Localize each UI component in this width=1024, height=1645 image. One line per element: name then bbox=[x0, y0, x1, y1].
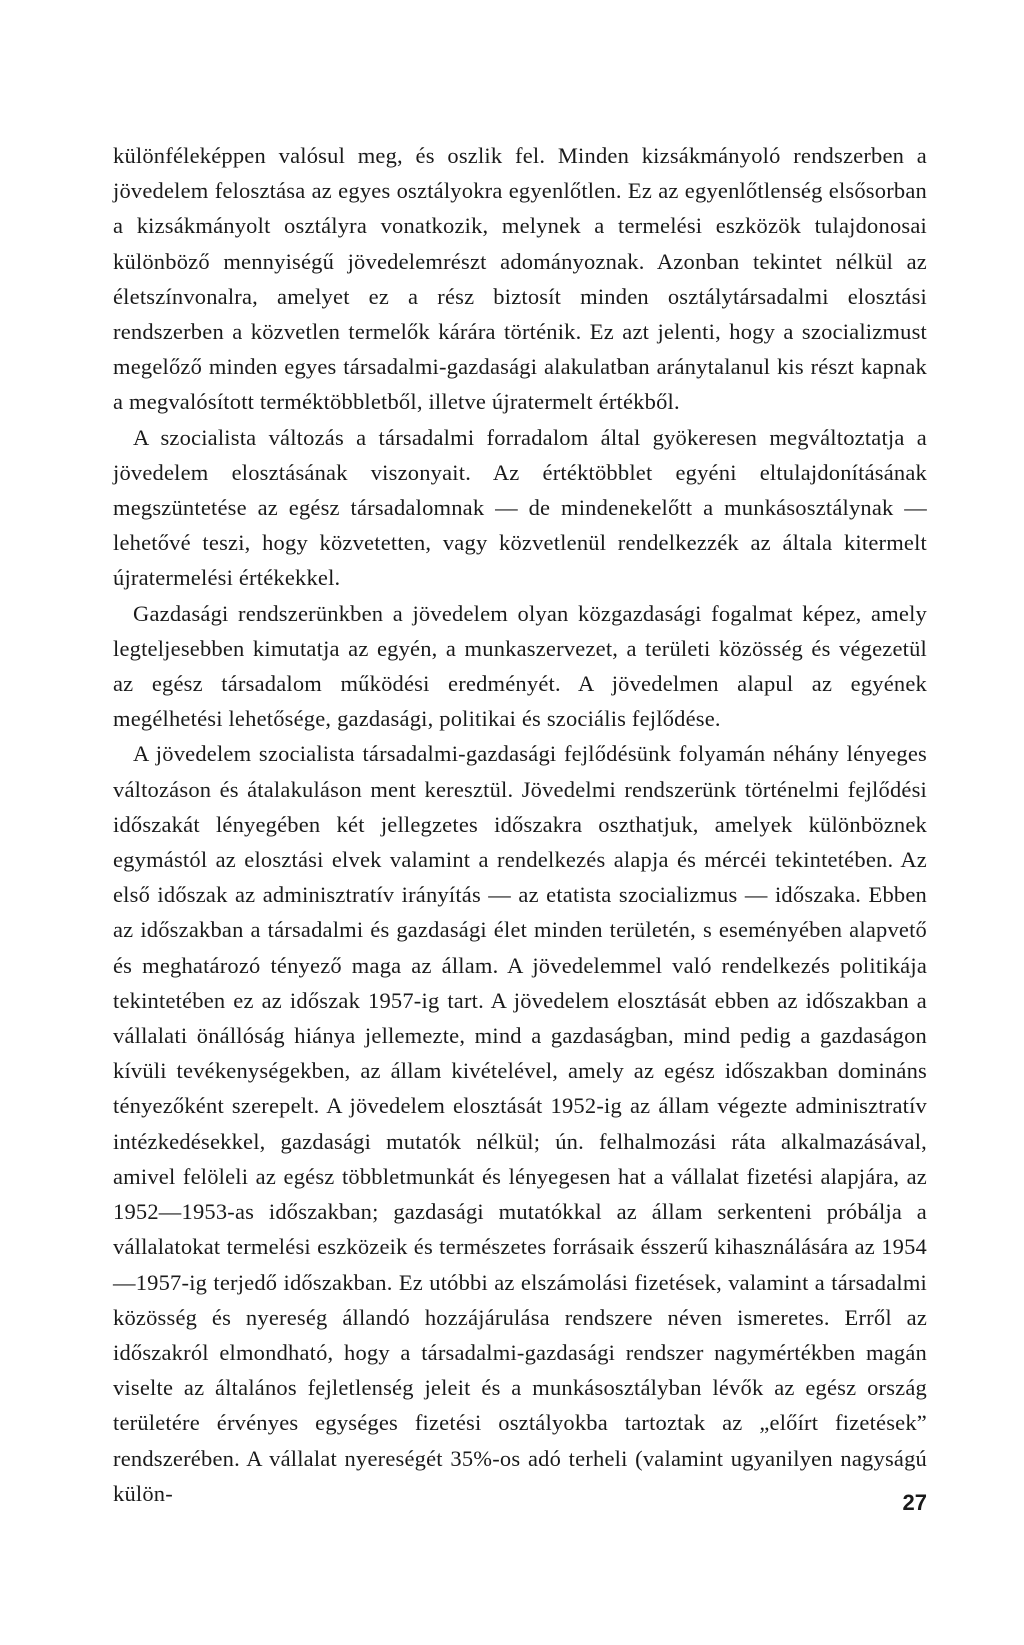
paragraph-3: Gazdasági rendszerünkben a jövedelem olyan közgazdasági fogalmat képez, amely legteljesebben kimutatja az egyén, a munkaszervezet, a területi közösség és végezetül az egész társadalom működési eredményét. A jövedelmen alapul az egyének megélhetési lehetősége, gazdasági, politikai és szociális fejlődése. bbox=[113, 600, 927, 732]
paragraph-2: A szocialista változás a társadalmi forradalom által gyökeresen megváltoztatja a jövedelem elosztásának viszonyait. Az értéktöbblet egyéni eltulajdonításának megszüntetése az egész társadalomnak — de mindenekelőtt a munkásosztálynak — lehetővé teszi, hogy közvetetten, vagy közvetlenül rendelkezzék az általa kitermelt újratermelési értékekkel. bbox=[113, 424, 927, 591]
paragraph-4: A jövedelem szocialista társadalmi-gazdasági fejlődésünk folyamán néhány lényeges változáson és átalakuláson ment keresztül. Jövedelmi rendszerünk történelmi fejlődési időszakát lényegében két jellegzetes időszakra oszthatjuk, amelyek különböznek egymástól az elosztási elvek valamint a rendelkezés alapja és mércéi tekintetében. Az első időszak az adminisztratív irányítás — az etatista szocializmus — időszaka. Ebben az időszakban a társadalmi és gazdasági élet minden területén, s eseményében alapvető és meghatározó tényező maga az állam. A jövedelemmel való rendelkezés politikája tekintetében ez az időszak 1957-ig tart. A jövedelem elosztását ebben az időszakban a vállalati önállóság hiánya jellemezte, mind a gazdaságban, mind pedig a gazdaságon kívüli tevékenységekben, az állam kivételével, amely az egész időszakban domináns tényezőként szerepelt. A jövedelem elosztását 1952-ig az állam végezte adminisztratív intézkedésekkel, gazdasági mutatók nélkül; ún. felhalmozási ráta alkalmazásával, amivel felöleli az egész többletmunkát és lényegesen hat a vállalat fizetési alapjára, az 1952—1953-as időszakban; gazdasági mutatókkal az állam serkenteni próbálja a vállalatokat termelési eszközeik és természetes forrásaik ésszerű kihasználására az 1954—1957-ig terjedő időszakban. Ez utóbbi az elszámolási fizetések, valamint a társadalmi közösség és nyereség állandó hozzájárulása rendszere néven ismeretes. Erről az időszakról elmondható, hogy a társadalmi-gazdasági rendszer nagymértékben magán viselte az általános fejletlenség jeleit és a munkásosztályban lévők az egész ország területére érvényes egységes fizetési osztályokba tartoztak az „előírt fizetések” rendszerében. A vállalat nyereségét 35%-os adó terheli (valamint ugyanilyen nagyságú külön- bbox=[113, 741, 927, 1506]
page-number: 27 bbox=[902, 1490, 927, 1515]
body-text bbox=[113, 138, 927, 1511]
paragraph-1: különféleképpen valósul meg, és oszlik fel. Minden kizsákmányoló rendszerben a jövedelem felosztása az egyes osztályokra egyenlőtlen. Ez az egyenlőtlenség elsősorban a kizsákmányolt osztályra vonatkozik, melynek a termelési eszközök tulajdonosai különböző mennyiségű jövedelemrészt adományoznak. Azonban tekintet nélkül az életszínvonalra, amelyet ez a rész biztosít minden osztálytársadalmi elosztási rendszerben a közvetlen termelők kárára történik. Ez azt jelenti, hogy a szocializmust megelőző minden egyes társadalmi-gazdasági alakulatban aránytalanul kis részt kapnak a megvalósított terméktöbbletből, illetve újratermelt értékből. bbox=[113, 143, 927, 415]
